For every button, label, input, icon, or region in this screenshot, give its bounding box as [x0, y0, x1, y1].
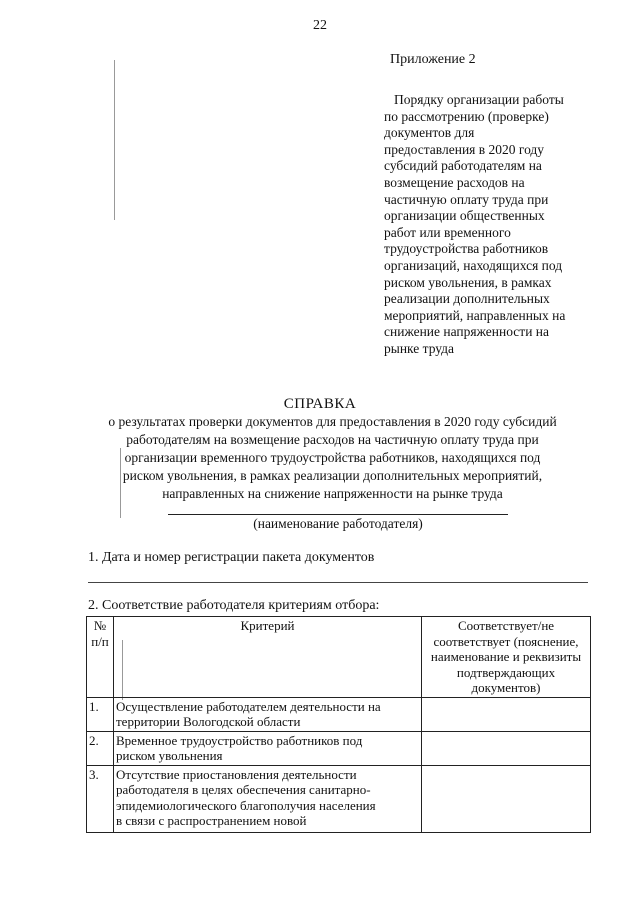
appendix-line: мероприятий, направленных на: [384, 307, 566, 323]
row-num: 3.: [87, 765, 114, 832]
criterion-line: риском увольнения: [116, 748, 223, 763]
section-1-heading: 1. Дата и номер регистрации пакета документов: [88, 550, 375, 565]
appendix-title: Приложение 2: [390, 52, 476, 67]
row-num: 2.: [87, 731, 114, 765]
subtitle-line: риском увольнения, в рамках реализации дополнительных мероприятий,: [122, 468, 543, 483]
document-subtitle: [60, 413, 605, 503]
header-match-line: подтверждающих: [456, 664, 556, 680]
row-criterion: [114, 731, 422, 765]
registration-field-line: [88, 582, 588, 583]
row-match-cell[interactable]: [422, 731, 591, 765]
appendix-line: документов для: [384, 125, 475, 141]
row-match-cell[interactable]: [422, 697, 591, 731]
table-row: [87, 697, 591, 731]
employer-name-field: [168, 514, 508, 515]
appendix-line: возмещение расходов на: [384, 174, 525, 190]
criteria-table: [86, 616, 591, 833]
subtitle-line: направленных на снижение напряженности на рынке труда: [162, 486, 503, 501]
header-match: [422, 617, 591, 698]
appendix-line: риском увольнения, в рамках: [384, 274, 552, 290]
criterion-line: в связи с распространением новой: [116, 813, 307, 828]
appendix-line: субсидий работодателям на: [384, 158, 542, 174]
appendix-line: предоставления в 2020 году: [384, 141, 545, 157]
row-match-cell[interactable]: [422, 765, 591, 832]
criterion-line: Временное трудоустройство работников под: [116, 732, 363, 748]
header-num: [87, 617, 114, 698]
row-num: 1.: [87, 697, 114, 731]
appendix-line: частичную оплату труда при: [384, 191, 549, 207]
row-criterion: [114, 697, 422, 731]
header-criterion: Критерий: [114, 617, 422, 698]
appendix-body: [384, 92, 604, 358]
appendix-line: реализации дополнительных: [384, 291, 550, 307]
table-header-row: [87, 617, 591, 698]
criterion-line: Отсутствие приостановления деятельности: [116, 766, 357, 782]
criterion-line: эпидемиологического благополучия населения: [116, 797, 376, 813]
document-title: СПРАВКА: [283, 396, 357, 412]
appendix-line: работ или временного: [384, 224, 511, 240]
appendix-line: снижение напряженности на: [384, 324, 550, 340]
row-criterion: [114, 765, 422, 832]
criterion-line: территории Вологодской области: [116, 714, 301, 729]
criterion-line: Осуществление работодателем деятельности на: [116, 698, 381, 714]
table-row: [87, 731, 591, 765]
appendix-line: трудоустройства работников: [384, 241, 549, 257]
table-row: [87, 765, 591, 832]
appendix-line: организации общественных: [384, 208, 545, 224]
scan-artifact-line: [114, 60, 115, 220]
appendix-line: Порядку организации работы: [394, 92, 564, 107]
subtitle-line: работодателям на возмещение расходов на частичную оплату труда при: [126, 432, 539, 447]
page-number: 22: [313, 18, 327, 33]
appendix-line: по рассмотрению (проверке): [384, 108, 549, 124]
employer-caption: (наименование работодателя): [253, 516, 423, 531]
appendix-line: рынке труда: [384, 340, 455, 356]
header-match-line: документов): [471, 680, 541, 695]
header-num-line: №: [93, 618, 107, 633]
criterion-line: работодателя в целях обеспечения санитарно-: [116, 782, 371, 797]
subtitle-line: о результатах проверки документов для предоставления в 2020 году субсидий: [108, 414, 557, 429]
subtitle-line: организации временного трудоустройства работников, находящихся под: [124, 450, 541, 465]
header-match-line: соответствует (пояснение,: [433, 633, 579, 649]
section-2-heading: 2. Соответствие работодателя критериям отбора:: [88, 598, 380, 613]
header-match-line: Соответствует/не: [457, 618, 555, 633]
appendix-line: организаций, находящихся под: [384, 257, 563, 273]
header-match-line: наименование и реквизиты: [430, 649, 582, 664]
header-num-line: п/п: [91, 633, 109, 649]
